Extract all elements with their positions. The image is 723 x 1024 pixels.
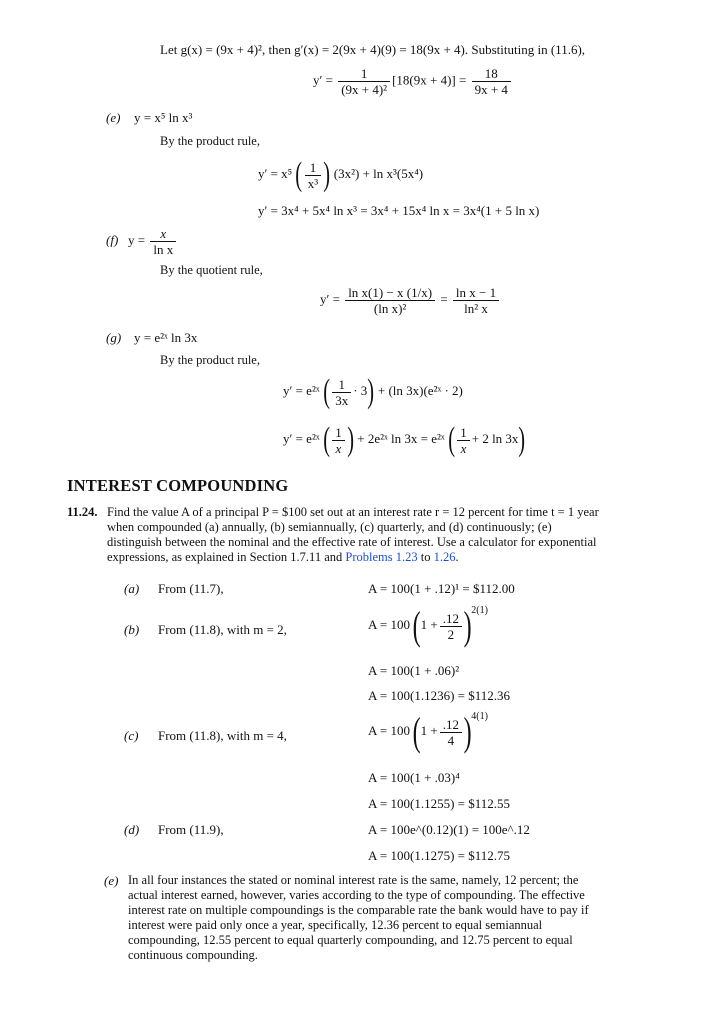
- part-e-frac-den: x³: [305, 175, 321, 191]
- part-f-frac-num: x: [160, 226, 167, 241]
- part-e-step2: y′ = 3x⁴ + 5x⁴ ln x³ = 3x⁴ + 15x⁴ ln x = 3x⁴(1 + 5 ln x): [258, 203, 540, 218]
- sol-b-exp: 2(1): [471, 604, 488, 616]
- part-e-step1-rest: (3x²) + ln x³(5x⁴): [333, 165, 424, 181]
- intro-equation: [313, 66, 513, 97]
- sol-d-eq2: A = 100(1.1275) = $112.75: [368, 848, 511, 863]
- part-f-frac1-num: ln x(1) − x (1/x): [348, 285, 433, 300]
- intro-frac2-den: 9x + 4: [472, 81, 511, 97]
- sol-c-eq-in: 1 +: [420, 722, 438, 738]
- sol-b-frac-num: .12: [442, 610, 459, 626]
- part-g-step1: y′ = e²ˣ ( $\frac{1}{3x}$ · 3) + (ln 3x)(e²ˣ · 2): [283, 373, 463, 410]
- problem-line4: [107, 550, 459, 565]
- problem-line4-mid: to: [417, 550, 434, 564]
- problem-line1: Find the value A of a principal P = $100 set out at an interest rate r = 12 percent for time t = 1 year: [107, 505, 599, 519]
- sol-c-frac-den: 4: [440, 732, 462, 748]
- sol-c-eq3: A = 100(1.1255) = $112.55: [368, 796, 511, 811]
- part-f-equation: [320, 285, 501, 316]
- part-g-frac-den: 3x: [332, 392, 351, 408]
- problem-line2: when compounded (a) annually, (b) semiannually, (c) quarterly, and (d) continuously; (e): [107, 520, 552, 534]
- part-f-label: (f): [106, 232, 119, 248]
- part-e-rule: By the product rule,: [160, 134, 260, 148]
- part-g-func: y = e²ˣ ln 3x: [134, 330, 198, 345]
- part-e-label: (e): [106, 110, 121, 125]
- sol-b-eq: A = 100 (1 + $\frac{.12}{2}$ )$^{2(1)}$: [368, 603, 488, 648]
- sol-c-eq-lhs: A = 100: [368, 722, 411, 738]
- sol-e-line: compounding, 12.55 percent to equal quarterly compounding, and 12.75 percent to equal: [128, 933, 573, 947]
- problem-line3: distinguish between the nominal and the effective rate of interest. Use a calculator for exponential: [107, 535, 597, 549]
- part-f-eq-lhs: y′ =: [320, 291, 340, 307]
- part-g-label: (g): [106, 330, 122, 345]
- sol-b-text: From (11.8), with m = 2,: [158, 622, 287, 637]
- part-g-step2-frac-den: x: [332, 440, 345, 456]
- part-e-step1: y′ = x⁵ ( $\frac{1}{\text{x³}}$ ) (3x²) + ln x³(5x⁴): [258, 156, 424, 193]
- part-f-frac-den: ln x: [150, 241, 176, 257]
- intro-eq-lhs: y′ =: [313, 72, 333, 88]
- sol-c-label: (c): [124, 728, 139, 743]
- intro-frac2-num: 18: [484, 66, 498, 81]
- part-f-frac2-num: ln x − 1: [455, 285, 497, 300]
- sol-b-eq-in: 1 +: [420, 616, 438, 632]
- part-g-step2-frac2-den: x: [457, 440, 470, 456]
- sol-e-line: In all four instances the stated or nominal interest rate is the same, namely, 12 percent; the: [128, 873, 579, 887]
- sol-c-exp: 4(1): [471, 710, 488, 722]
- part-g-step2-lhs: y′ = e²ˣ: [283, 430, 320, 446]
- part-g-step2-frac-num: 1: [335, 424, 342, 440]
- sol-b-label: (b): [124, 622, 140, 637]
- sol-e-line: continuous compounding.: [128, 948, 258, 962]
- sol-d-text: From (11.9),: [158, 822, 224, 837]
- sol-b-eq2: A = 100(1 + .06)²: [368, 663, 460, 678]
- part-f-eq-sign: =: [440, 291, 448, 307]
- part-f-rule: By the quotient rule,: [160, 263, 263, 277]
- intro-frac1-num: 1: [360, 66, 368, 81]
- intro-frac1-den: (9x + 4)²: [338, 81, 390, 97]
- part-e-frac-num: 1: [309, 159, 317, 175]
- part-e-func: y = x⁵ ln x³: [134, 110, 193, 125]
- part-g-step2: y′ = e²ˣ ( $\frac{1}{x}$ ) + 2e²ˣ ln 3x = e²ˣ ( $\frac{1}{x}$ + 2 ln 3x): [283, 421, 526, 458]
- sol-e-label: (e): [104, 873, 119, 888]
- problems-1-23-link[interactable]: Problems 1.23: [345, 550, 418, 564]
- sol-b-eq-lhs: A = 100: [368, 616, 411, 632]
- part-g-step1-in: · 3: [353, 382, 368, 398]
- part-g-step2-end: + 2 ln 3x: [471, 430, 519, 446]
- part-f-func: [106, 226, 178, 257]
- part-g-rule: By the product rule,: [160, 353, 260, 367]
- part-g-frac-num: 1: [338, 376, 345, 392]
- sol-c-eq: A = 100 (1 + $\frac{.12}{4}$ )$^{4(1)}$: [368, 709, 488, 754]
- section-heading: INTEREST COMPOUNDING: [67, 476, 289, 495]
- sol-b-frac-den: 2: [440, 626, 462, 642]
- problem-number: 11.24.: [67, 505, 98, 519]
- problem-line4-pre: expressions, as explained in Section 1.7.11 and: [107, 550, 346, 564]
- sol-d-label: (d): [124, 822, 140, 837]
- sol-e-paragraph: [128, 873, 668, 963]
- part-g-step2-frac2-num: 1: [460, 424, 467, 440]
- part-f-frac1-den: (ln x)²: [345, 300, 435, 316]
- problems-1-26-link[interactable]: 1.26: [433, 550, 456, 564]
- sol-a-label: (a): [124, 581, 140, 596]
- problem-line4-end: .: [455, 550, 459, 564]
- part-g-step1-lhs: y′ = e²ˣ: [283, 382, 320, 398]
- sol-e-line: interest rate on multiple compoundings is the comparable rate the bank would have to pay if: [128, 903, 589, 917]
- part-f-lhs: y =: [128, 232, 146, 248]
- intro-eq-mid: [18(9x + 4)] =: [392, 72, 467, 88]
- sol-a-text: From (11.7),: [158, 581, 224, 596]
- sol-d-eq: A = 100e^(0.12)(1) = 100e^.12: [368, 822, 530, 837]
- part-f-frac2-den: ln² x: [453, 300, 499, 316]
- sol-c-frac-num: .12: [442, 716, 459, 732]
- sol-b-eq3: A = 100(1.1236) = $112.36: [368, 688, 511, 703]
- sol-c-text: From (11.8), with m = 4,: [158, 728, 287, 743]
- sol-c-eq2: A = 100(1 + .03)⁴: [368, 770, 460, 785]
- intro-line: Let g(x) = (9x + 4)², then g′(x) = 2(9x + 4)(9) = 18(9x + 4). Substituting in (11.6),: [160, 42, 586, 57]
- part-g-step2-mid: + 2e²ˣ ln 3x = e²ˣ: [357, 430, 445, 446]
- sol-a-eq: A = 100(1 + .12)¹ = $112.00: [368, 581, 515, 596]
- sol-e-line: interest were paid only once a year, specifically, 12.36 percent to equal semiannual: [128, 918, 543, 932]
- part-e-step1-lhs: y′ = x⁵: [258, 165, 293, 181]
- sol-e-line: actual interest earned, however, varies according to the type of compounding. The effective: [128, 888, 585, 902]
- part-g-step1-rest: + (ln 3x)(e²ˣ · 2): [377, 382, 463, 398]
